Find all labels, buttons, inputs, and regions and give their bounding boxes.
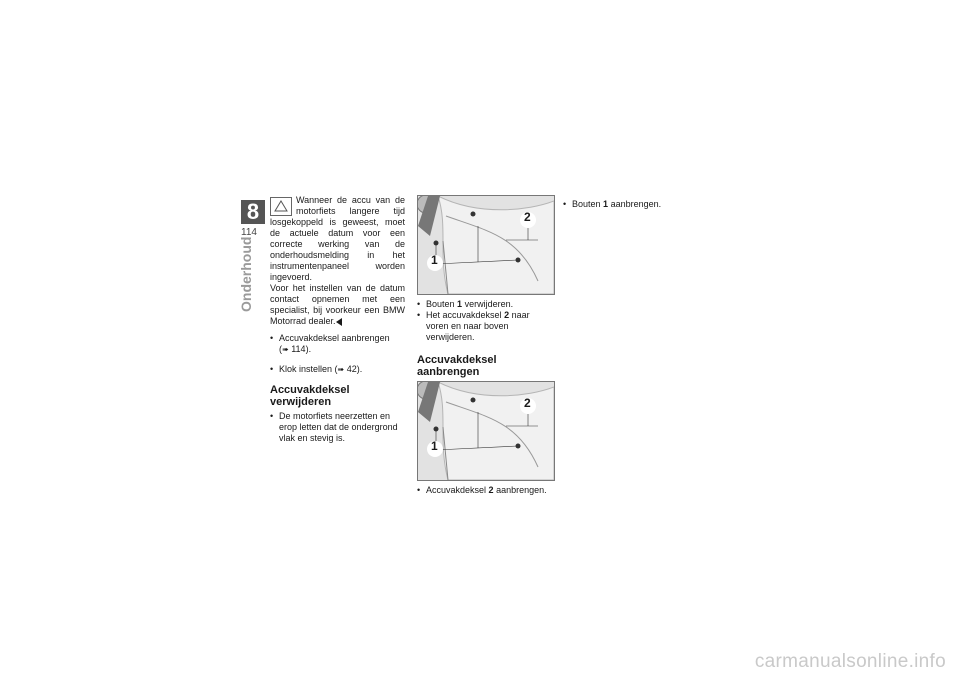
notice-text: Wanneer de accu van de motorfiets langere tijd losgekoppeld is geweest, moet de actuele datum voor een correcte werking van de onderhoudsmelding in het instrumentenpaneel worden ingevoerd. [270,195,405,282]
column-2 [417,195,553,496]
warning-triangle-icon [270,197,292,216]
list-item: • Bouten 1 aanbrengen. [563,199,683,210]
end-triangle-icon [336,318,342,326]
notice-text-2: Voor het instellen van de datum contact opnemen met een specialist, bij voorkeur een BMW Motorrad dealer. [270,283,405,326]
section-heading: Accuvakdeksel verwijderen [270,384,350,408]
battery-cover-photo-2 [417,381,555,481]
list-item: • Accuvakdeksel aanbrengen (➠ 114). [270,333,405,355]
battery-cover-photo-1 [417,195,555,295]
section-heading: Accuvakdeksel aanbrengen [417,354,497,378]
page-reference-link[interactable]: 114 [291,344,306,354]
list-item: • Klok instellen (➠ 42). [270,364,405,375]
callout-1: 1 [431,439,438,453]
list-item: • Accuvakdeksel 2 aanbrengen. [417,485,553,496]
chapter-number: 8 [241,200,265,224]
list-item: • De motorfiets neerzetten en erop letten dat de ondergrond vlak en stevig is. [270,411,405,444]
callout-2: 2 [524,396,531,410]
callout-2: 2 [524,210,531,224]
notice-block [270,195,405,327]
column-1 [270,195,405,444]
arrow-right-icon: ➠ [337,365,345,374]
arrow-right-icon: ➠ [282,345,289,354]
watermark: carmanualsonline.info [754,651,946,672]
chapter-title-wrap [234,236,274,320]
page-reference-link[interactable]: 42 [346,364,357,374]
list-item: • Bouten 1 verwijderen. [417,299,553,310]
page-number: 114 [241,227,257,238]
column-3 [563,195,683,210]
callout-1: 1 [431,253,438,267]
list-item: • Het accuvakdeksel 2 naar voren en naar boven verwijderen. [417,310,553,343]
chapter-title: Onderhoud [238,236,254,312]
